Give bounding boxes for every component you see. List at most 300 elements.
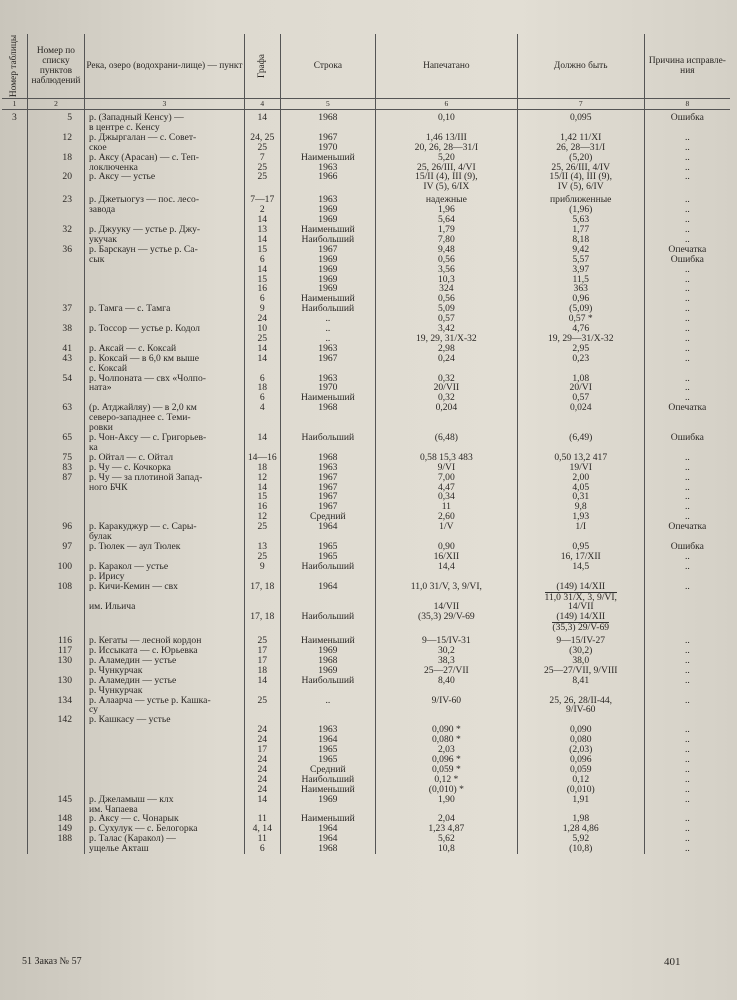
table-cell: 2,04 [375,814,517,824]
table-cell: .. [684,784,690,795]
table-cell: северо-западнее с. Теми- [85,413,245,423]
table-cell: 2,00 [517,473,644,483]
table-cell [2,602,27,612]
table-row [2,745,730,755]
table-cell: 1969 [280,284,375,294]
col-number: 7 [517,99,644,110]
table-cell [27,612,84,633]
table-cell: 2,03 [375,745,517,755]
table-cell [375,123,517,133]
table-cell [280,532,375,542]
table-cell [27,443,84,453]
table-row [2,795,730,805]
table-cell: 145 [27,795,84,805]
table-cell: 1970 [280,383,375,393]
table-cell [27,275,84,285]
col-number: 5 [280,99,375,110]
table-cell: .. [684,132,690,143]
table-cell: р. Талас (Каракол) — [85,834,245,844]
table-cell [2,354,27,364]
table-cell: 1967 [280,473,375,483]
table-cell: р. Тюлек — аул Тюлек [85,542,245,552]
table-row [2,686,730,696]
table-cell [644,805,730,815]
table-cell: (2,03) [517,745,644,755]
table-cell: 0,096 [517,755,644,765]
table-cell: 11,5 [517,275,644,285]
table-cell: 1967 [280,354,375,364]
table-row [2,775,730,785]
table-cell [2,522,27,532]
table-cell: 0,090 [517,725,644,735]
table-cell: 25 [244,163,280,173]
table-row [2,423,730,433]
table-cell [644,123,730,133]
table-cell: 9—15/IV-31 [375,633,517,646]
table-cell: 18 [244,666,280,676]
table-cell: .. [684,735,690,746]
table-cell: р. Чолпоната — свх «Чолпо- [85,374,245,384]
table-row [2,453,730,463]
table-cell: р. Каракол — устье [85,562,245,572]
table-row [2,562,730,572]
table-cell [2,512,27,522]
table-cell: р. Аксу — устье [85,172,245,182]
table-cell: 38,3 [375,656,517,666]
table-cell [27,725,84,735]
table-cell: 7—17 [244,192,280,205]
table-cell: .. [684,794,690,805]
table-cell [27,785,84,795]
table-cell: р. Чу — с. Кочкорка [85,463,245,473]
table-cell [27,314,84,324]
table-row [2,403,730,413]
table-cell [85,215,245,225]
table-row [2,765,730,775]
table-cell: им. Ильича [85,602,245,612]
table-cell [2,265,27,275]
table-cell: 24 [244,755,280,765]
table-cell [2,215,27,225]
table-cell: 25 [244,552,280,562]
header-printed: Напечатано [375,34,517,99]
table-cell: (0,010) [517,785,644,795]
table-cell: Ошибка [670,433,704,443]
table-cell: 4, 14 [244,824,280,834]
table-cell: (10,8) [517,844,644,854]
table-cell: р. Ойтал — с. Ойтал [85,453,245,463]
table-cell [27,765,84,775]
table-cell: 14 [244,483,280,493]
table-cell: 0,090 * [375,725,517,735]
table-cell: 1964 [280,582,375,603]
table-cell: .. [684,324,690,334]
table-cell [2,364,27,374]
table-cell [2,423,27,433]
table-cell: 12 [244,512,280,522]
table-cell: 9 [244,304,280,314]
table-row [2,735,730,745]
table-cell: .. [684,551,690,562]
table-cell: .. [684,284,690,295]
table-cell: р. Кегаты — лесной кордон [85,633,245,646]
header-table-number: Номер таблицы [2,34,27,99]
page-number: 401 [664,956,681,968]
table-cell: р. Чу — за плотиной Запад- [85,473,245,483]
table-cell: 0,57 [517,393,644,403]
table-row [2,172,730,182]
table-cell: 5,57 [517,255,644,265]
table-cell [2,532,27,542]
table-row [2,215,730,225]
table-cell: 20/VI [517,383,644,393]
table-row [2,354,730,364]
table-cell [27,666,84,676]
table-cell [2,463,27,473]
table-cell: 0,34 [375,492,517,502]
table-cell: р. Коксай — в 6,0 км выше [85,354,245,364]
table-cell: 1968 [280,844,375,854]
fraction-bottom: (35,3) 29/V-69 [552,622,610,634]
table-cell [85,765,245,775]
table-cell: 1968 [280,403,375,413]
footer-order-number: 51 Заказ № 57 [22,956,82,967]
table-cell [375,423,517,433]
table-cell: 97 [27,542,84,552]
table-cell: 7,00 [375,473,517,483]
table-cell: .. [684,304,690,315]
table-cell [375,532,517,542]
table-cell [517,572,644,582]
table-row [2,612,730,633]
table-cell [2,814,27,824]
table-cell [27,182,84,192]
table-cell: .. [684,333,690,344]
table-cell: р. Чон-Аксу — с. Григорьев- [85,433,245,443]
table-cell: 134 [27,696,84,706]
table-cell [2,483,27,493]
table-cell: 3 [2,110,27,123]
table-cell: 0,080 * [375,735,517,745]
table-cell [2,785,27,795]
table-cell: 16, 17/XII [517,552,644,562]
table-row [2,133,730,143]
table-cell: 5,92 [517,834,644,844]
table-cell [644,686,730,696]
table-cell: Опечатка [668,522,707,533]
table-cell: 15 [244,275,280,285]
table-row [2,715,730,725]
table-cell: 14 [244,354,280,364]
table-cell [27,294,84,304]
table-cell: 1,08 [517,374,644,384]
table-cell: 0,96 [517,294,644,304]
table-row [2,463,730,473]
table-cell: 9,8 [517,502,644,512]
table-cell: 4,47 [375,483,517,493]
table-cell [2,755,27,765]
table-cell [2,844,27,854]
table-row [2,696,730,706]
header-point-number: Номер по списку пунктов наблюдений [27,34,84,99]
table-cell [85,393,245,403]
table-row [2,275,730,285]
header-should-be: Должно быть [517,34,644,99]
table-cell [2,633,27,646]
table-cell: сык [85,255,245,265]
table-cell: 36 [27,245,84,255]
table-cell: .. [684,343,690,354]
table-cell: .. [684,764,690,775]
table-cell: .. [684,635,690,647]
table-cell [2,502,27,512]
table-cell [2,143,27,153]
table-cell: 324 [375,284,517,294]
table-cell: (0,010) * [375,785,517,795]
table-cell: 1965 [280,745,375,755]
table-cell: 6 [244,844,280,854]
table-cell [27,532,84,542]
table-cell [280,423,375,433]
table-cell [644,364,730,374]
table-cell [517,686,644,696]
table-cell [85,275,245,285]
table-cell: .. [684,695,690,706]
table-cell: 3,56 [375,265,517,275]
table-cell: 1969 [280,265,375,275]
table-cell: .. [280,334,375,344]
table-cell: 9 [244,562,280,572]
table-cell: 24 [244,775,280,785]
header-column: Графа [244,34,280,99]
table-cell: 17 [244,745,280,755]
table-cell [2,656,27,666]
table-row [2,182,730,192]
table-cell [517,123,644,133]
table-cell: 12 [27,133,84,143]
table-cell: Ошибка [670,254,704,265]
table-row [2,725,730,735]
table-cell: .. [684,745,690,755]
table-cell: 9,42 [517,245,644,255]
table-cell [2,133,27,143]
table-cell: 25 [244,522,280,532]
table-cell [27,705,84,715]
table-cell: р. Джетыогуз — пос. лесо- [85,192,245,205]
table-cell [375,364,517,374]
table-cell: 12 [244,473,280,483]
table-cell [85,785,245,795]
col-number: 2 [27,99,84,110]
table-cell [2,374,27,384]
table-cell: IV (5), 6/IV [517,182,644,192]
table-cell: 0,56 [375,294,517,304]
header-river: Река, озеро (водохрани-лище) — пункт [85,34,245,99]
table-cell [2,473,27,483]
table-cell [85,552,245,562]
table-cell [27,512,84,522]
table-cell: .. [684,492,690,503]
table-cell: 25 [244,172,280,182]
table-cell: 1965 [280,552,375,562]
table-cell [2,453,27,463]
table-cell: 0,204 [375,403,517,413]
table-cell: 8,18 [517,235,644,245]
table-cell [2,163,27,173]
table-cell: 8,41 [517,676,644,686]
table-cell [85,775,245,785]
table-row [2,255,730,265]
table-row [2,492,730,502]
table-cell: Опечатка [668,403,707,414]
table-cell [85,314,245,324]
table-cell: 26, 28—31/I [517,143,644,153]
table-cell: (30,2) [517,646,644,656]
table-cell: 3,97 [517,265,644,275]
table-cell [27,602,84,612]
table-cell: .. [684,774,690,785]
table-cell: 9/VI [375,463,517,473]
table-cell: р. Каракуджур — с. Сары- [85,522,245,532]
table-cell: 14,5 [517,562,644,572]
table-cell: р. Аламедин — устье [85,656,245,666]
table-cell: Наименьший [280,153,375,163]
table-row [2,582,730,603]
table-cell [2,324,27,334]
table-cell: 14/VII [375,602,517,612]
table-cell: 5,62 [375,834,517,844]
table-cell [27,552,84,562]
table-cell: 15 [244,492,280,502]
table-cell: 11 [244,814,280,824]
table-cell: 0,57 * [517,314,644,324]
table-cell [375,686,517,696]
table-cell: 24 [244,765,280,775]
col-number: 8 [644,99,730,110]
table-row [2,512,730,522]
table-cell: Наибольший [280,562,375,572]
table-cell: 1968 [280,656,375,666]
table-cell: 1967 [280,245,375,255]
table-row [2,235,730,245]
table-cell: .. [684,172,690,183]
table-cell [280,686,375,696]
table-row [2,225,730,235]
table-cell: 1964 [280,824,375,834]
table-cell [280,123,375,133]
table-cell: 1969 [280,666,375,676]
errata-table [2,34,730,854]
table-cell: Наименьший [280,633,375,646]
table-cell [27,686,84,696]
table-cell [27,215,84,225]
table-cell: .. [280,696,375,706]
table-cell: Ошибка [670,541,704,552]
table-cell: .. [684,502,690,513]
table-cell: ровки [85,423,245,433]
table-cell [27,163,84,173]
table-cell [2,705,27,715]
table-cell: р. Сухулук — с. Белогорка [85,824,245,834]
table-cell: 0,32 [375,374,517,384]
table-cell: 11 [375,502,517,512]
table-row [2,393,730,403]
table-row [2,805,730,815]
table-cell [375,715,517,725]
table-cell [2,123,27,133]
table-cell: .. [684,152,690,163]
table-cell: в центре с. Кенсу [85,123,245,133]
table-cell: 16 [244,502,280,512]
table-cell: 188 [27,834,84,844]
table-cell [27,255,84,265]
table-cell: завода [85,205,245,215]
table-cell: 149 [27,824,84,834]
table-cell [244,123,280,133]
table-cell [27,393,84,403]
table-row [2,824,730,834]
table-cell: 1970 [280,143,375,153]
table-row [2,602,730,612]
table-cell: 0,90 [375,542,517,552]
table-cell [517,423,644,433]
table-row [2,552,730,562]
table-cell: Наибольший [280,235,375,245]
table-cell: 24 [244,735,280,745]
table-cell: р. Аксу — с. Чонарык [85,814,245,824]
table-cell: (1,96) [517,205,644,215]
table-cell: Ошибка [670,112,704,123]
table-cell [2,824,27,834]
table-cell: 9/IV-60 [517,705,644,715]
table-cell [244,443,280,453]
table-cell: р. Аламедин — устье [85,676,245,686]
table-cell [2,735,27,745]
table-row [2,572,730,582]
table-cell [85,612,245,633]
table-cell: (р. Атджайляу) — в 2,0 км [85,403,245,413]
table-row [2,123,730,133]
table-cell: 1969 [280,275,375,285]
table-cell: 14 [244,235,280,245]
table-cell [244,602,280,612]
table-cell: 0,024 [517,403,644,413]
table-cell [280,602,375,612]
table-cell [2,245,27,255]
table-cell: .. [684,725,690,736]
table-cell [244,364,280,374]
table-cell: 1963 [280,725,375,735]
table-cell: 1963 [280,374,375,384]
table-cell: 20 [27,172,84,182]
table-cell [375,413,517,423]
table-cell [27,364,84,374]
table-cell [244,413,280,423]
table-cell: 1968 [280,110,375,123]
table-cell: 1,23 4,87 [375,824,517,834]
table-cell: 363 [517,284,644,294]
table-cell [2,153,27,163]
table-cell: 83 [27,463,84,473]
table-cell: 20/VII [375,383,517,393]
table-cell: Наименьший [280,294,375,304]
table-cell [2,172,27,182]
table-cell: 0,32 [375,393,517,403]
table-cell [2,334,27,344]
table-cell [280,572,375,582]
table-cell: 0,56 [375,255,517,265]
table-cell: .. [684,234,690,245]
